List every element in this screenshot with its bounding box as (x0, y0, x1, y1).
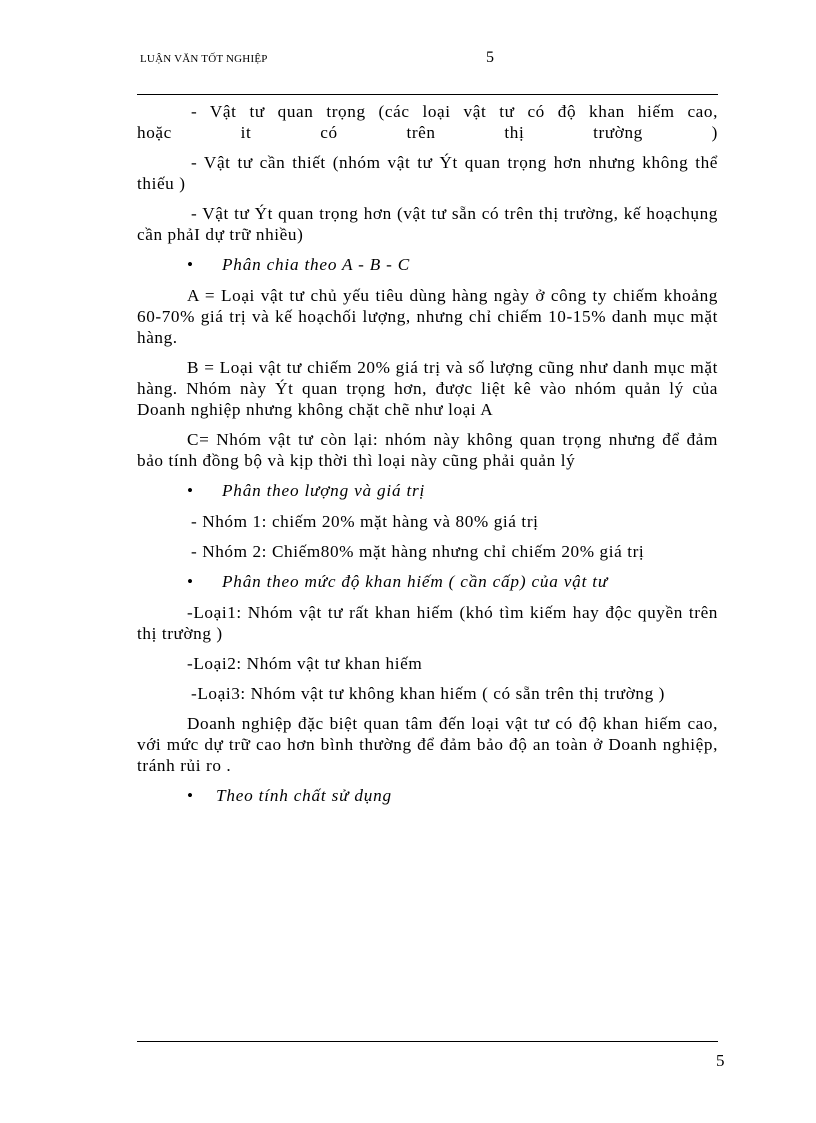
bullet-quantity-value (137, 480, 718, 501)
paragraph-important-materials-line2: hoặc it có trên thị trường ) (137, 123, 718, 142)
paragraph-class-c: C= Nhóm vật tư còn lại: nhóm này không quan trọng nhưng để đảm bảo tính đồng bộ và kịp thời thì loại này cũng phải quản lý (137, 430, 718, 470)
bullet-label: Theo tính chất sử dụng (216, 786, 392, 805)
bullet-usage-property (137, 785, 718, 806)
paragraph-group-2: - Nhóm 2: Chiếm80% mặt hàng nhưng chỉ chiếm 20% giá trị (191, 542, 645, 561)
bullet-icon: • (187, 786, 194, 805)
paragraph-type-3: -Loại3: Nhóm vật tư không khan hiếm ( có sẵn trên thị trường ) (191, 684, 665, 703)
footer-rule (137, 1041, 718, 1042)
footer-page-number: 5 (716, 1051, 725, 1070)
paragraph-group-1: - Nhóm 1: chiếm 20% mặt hàng và 80% giá trị (191, 512, 539, 531)
bullet-scarcity-level (137, 571, 718, 592)
paragraph-class-b: B = Loại vật tư chiếm 20% giá trị và số lượng cũng như danh mục mặt hàng. Nhóm này Ýt quan trọng hơn, được liệt kê vào nhóm quản lý của Doanh nghiệp nhưng không chặt chẽ như loại A (137, 358, 718, 419)
bullet-icon: • (187, 481, 194, 500)
bullet-icon: • (187, 255, 194, 274)
bullet-icon: • (187, 572, 194, 591)
header-rule (137, 94, 718, 95)
paragraph-type-1: -Loại1: Nhóm vật tư rất khan hiếm (khó tìm kiếm hay độc quyền trên thị trường ) (137, 603, 718, 643)
paragraph-enterprise-focus: Doanh nghiệp đặc biệt quan tâm đến loại vật tư có độ khan hiếm cao, với mức dự trữ cao hơn bình thường để đảm bảo độ an toàn ở Doanh nghiệp, tránh rủi ro . (137, 714, 718, 775)
paragraph-important-materials-line1: - Vật tư quan trọng (các loại vật tư có độ khan hiếm cao, (191, 102, 718, 121)
paragraph-necessary-materials: - Vật tư cần thiết (nhóm vật tư Ýt quan trọng hơn nhưng không thể thiếu ) (137, 153, 718, 193)
paragraph-less-important-materials: - Vật tư Ýt quan trọng hơn (vật tư sẵn có trên thị trường, kế hoạchụng cần phảI dự trữ nhiều) (137, 204, 718, 244)
bullet-label: Phân theo mức độ khan hiếm ( cần cấp) của vật tư (222, 572, 609, 591)
bullet-abc-classification (137, 254, 718, 275)
running-header-title: LUẬN VĂN TỐT NGHIỆP (140, 53, 268, 65)
page-body (137, 101, 718, 816)
paragraph-type-2: -Loại2: Nhóm vật tư khan hiếm (187, 654, 423, 673)
bullet-label: Phân theo lượng và giá trị (222, 481, 426, 500)
header-page-number: 5 (486, 49, 494, 66)
paragraph-class-a: A = Loại vật tư chủ yếu tiêu dùng hàng ngày ở công ty chiếm khoảng 60-70% giá trị và kế hoạchối lượng, nhưng chỉ chiếm 10-15% danh mục mặt hàng. (137, 286, 718, 347)
bullet-label: Phân chia theo A - B - C (222, 255, 411, 274)
